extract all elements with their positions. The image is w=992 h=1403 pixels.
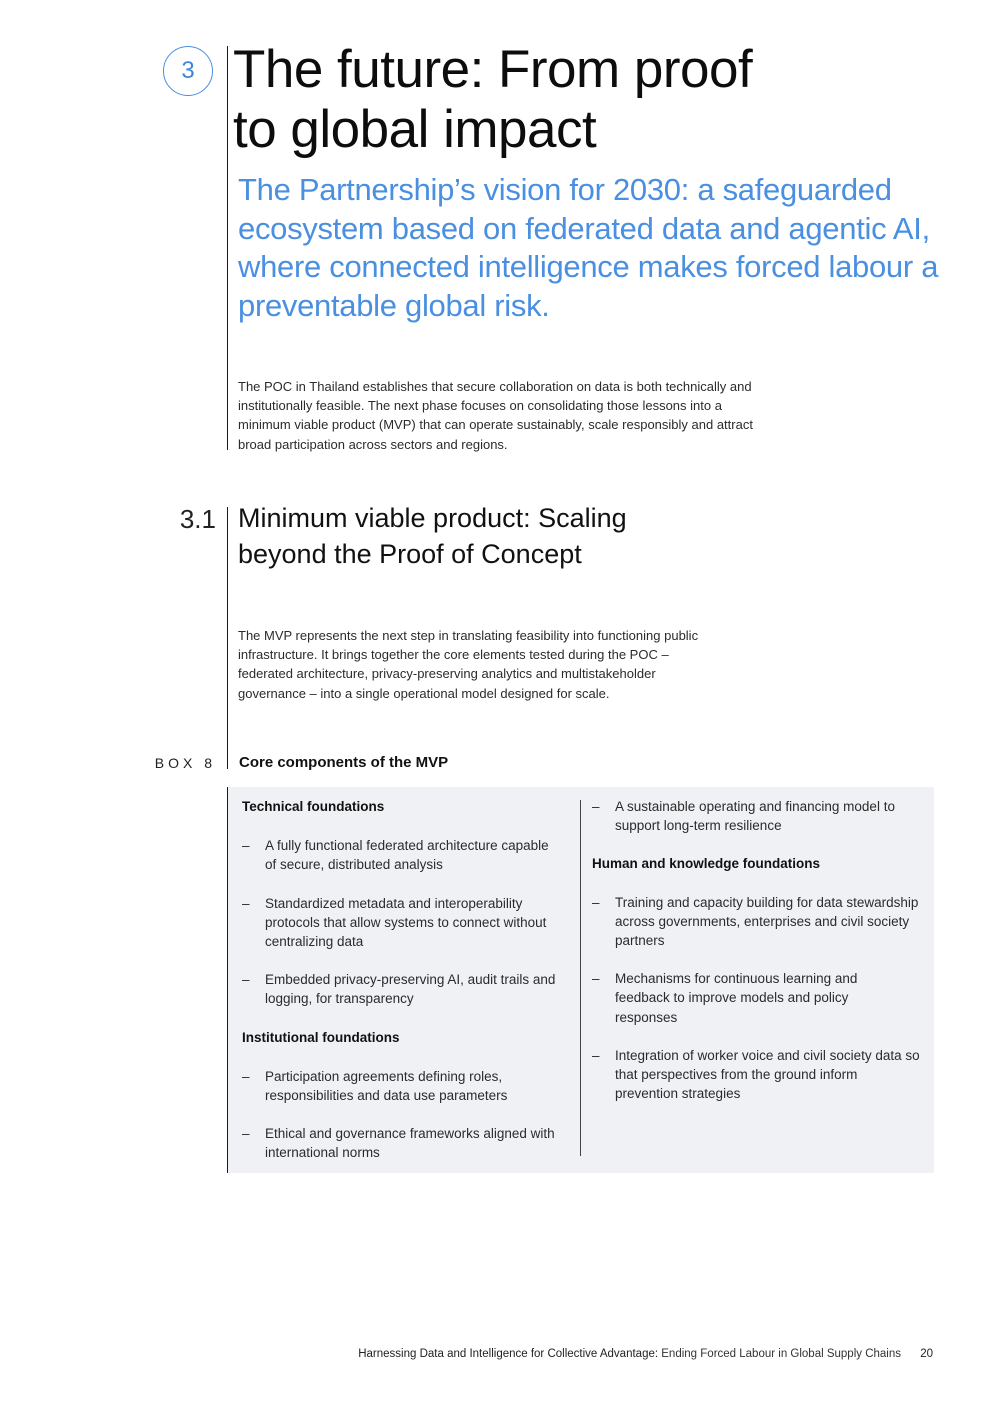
dash-bullet: – (592, 894, 600, 910)
list-item-text: Embedded privacy-preserving AI, audit trails and logging, for transparency (265, 972, 556, 1007)
list-item-text: A fully functional federated architecture capable of secure, distributed analysis (265, 838, 549, 873)
section-title-line-2: beyond the Proof of Concept (238, 539, 582, 569)
box-title: Core components of the MVP (239, 754, 449, 771)
human-foundations-heading: Human and knowledge foundations (592, 856, 821, 872)
chapter-title (233, 40, 933, 160)
box-left-column (242, 797, 572, 1163)
list-item-text: Integration of worker voice and civil society data so that perspectives from the ground inform prevention strategies (615, 1047, 920, 1102)
dash-bullet: – (242, 972, 250, 988)
page-footer (358, 1345, 933, 1363)
footer-title-part-2: Ending Forced Labour in Global Supply Chains (661, 1348, 901, 1360)
list-item (242, 970, 580, 1008)
chapter-subtitle: The Partnership’s vision for 2030: a safeguarded ecosystem based on federated data and agentic AI, where connected intelligence makes forced labour a preventable global risk. (238, 172, 939, 323)
list-item-text: Participation agreements defining roles, responsibilities and data use parameters (265, 1068, 508, 1104)
list-item (242, 1124, 575, 1162)
page-number: 20 (920, 1348, 933, 1360)
section-rule (227, 507, 228, 769)
chapter-rule (227, 46, 228, 450)
dash-bullet: – (242, 895, 250, 911)
list-item (242, 1067, 555, 1105)
dash-bullet: – (242, 838, 250, 854)
dash-bullet: – (592, 971, 600, 987)
section-number: 3.1 (179, 504, 216, 534)
dash-bullet: – (242, 1068, 250, 1084)
list-item-text: Ethical and governance frameworks aligned with international norms (265, 1126, 555, 1161)
box-column-divider (580, 800, 581, 1156)
box-rule (227, 787, 228, 1173)
footer-title-part-1: Harnessing Data and Intelligence for Collective Advantage: (358, 1348, 659, 1360)
list-item (242, 836, 555, 874)
list-item-text: Standardized metadata and interoperability protocols that allow systems to connect without centralizing data (265, 895, 547, 950)
institutional-foundations-heading: Institutional foundations (242, 1029, 400, 1045)
list-item (592, 893, 920, 951)
list-item (592, 1046, 920, 1104)
list-item-text: Mechanisms for continuous learning and feedback to improve models and policy responses (615, 971, 858, 1025)
chapter-title-line-1: The future: From proof (233, 40, 753, 99)
section-title-line-1: Minimum viable product: Scaling (238, 503, 627, 533)
list-item (592, 797, 915, 835)
technical-foundations-heading: Technical foundations (242, 799, 385, 814)
dash-bullet: – (242, 1126, 250, 1142)
list-item (242, 894, 570, 952)
box-label: BOX 8 (154, 755, 216, 771)
chapter-intro: The POC in Thailand establishes that secure collaboration on data is both technically and institutionally feasible. The next phase focuses on consolidating those lessons into a minimum viable product (MVP) that can operate sustainably, scale responsibly and attract broad participation across sectors and regions. (238, 379, 753, 452)
dash-bullet: – (592, 1047, 600, 1063)
list-item-text: Training and capacity building for data stewardship across governments, enterprises and civil society partners (615, 894, 919, 949)
chapter-number-badge: 3 (163, 46, 213, 96)
list-item (592, 969, 885, 1027)
section-title (238, 500, 798, 572)
dash-bullet: – (592, 799, 600, 814)
chapter-title-line-2: to global impact (233, 100, 597, 159)
section-body: The MVP represents the next step in translating feasibility into functioning public infrastructure. It brings together the core elements tested during the POC – federated architecture, privacy-preserving analytics and multistakeholder governance – into a single operational model designed for scale. (238, 628, 699, 701)
box-right-column (592, 797, 922, 1103)
list-item-text: A sustainable operating and financing model to support long-term resilience (615, 799, 895, 834)
